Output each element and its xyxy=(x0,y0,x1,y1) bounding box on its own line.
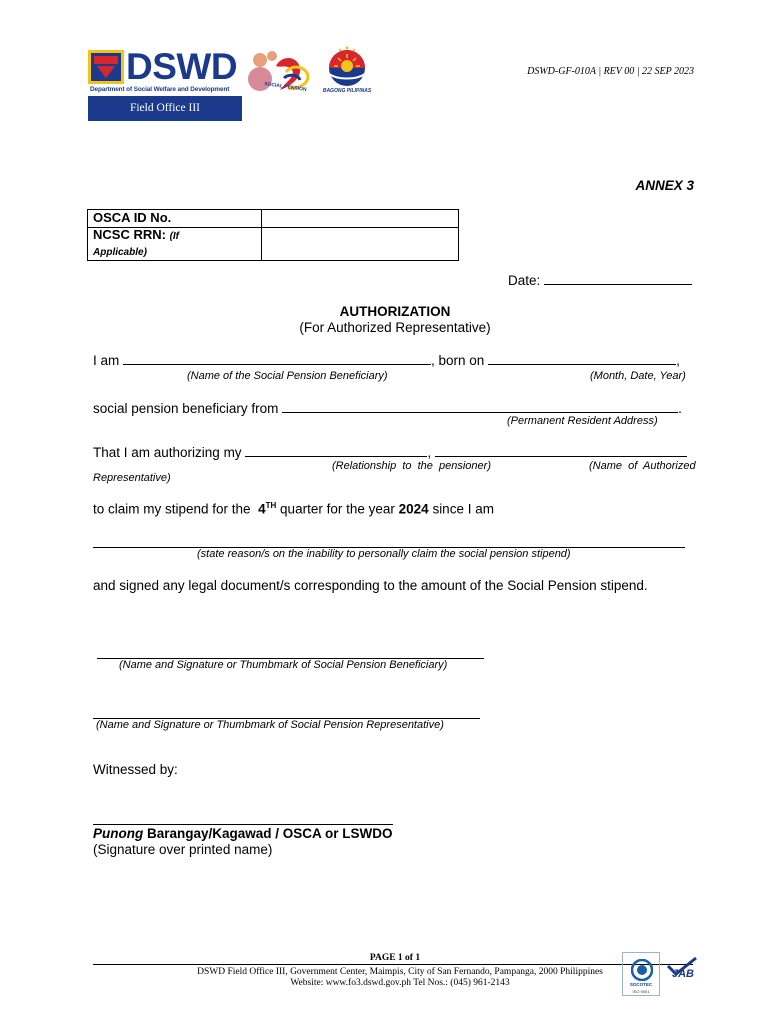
birth-date-caption: (Month, Date, Year) xyxy=(590,370,686,382)
representative-caption-cont: Representative) xyxy=(93,472,171,484)
osca-id-field[interactable] xyxy=(262,210,459,228)
document-subtitle: (For Authorized Representative) xyxy=(299,320,491,335)
comma-text-2: , xyxy=(427,445,432,460)
bagong-pilipinas-text: BAGONG PILIPINAS xyxy=(322,88,372,94)
document-title: AUTHORIZATION xyxy=(339,304,451,319)
page-number: PAGE 1 of 1 xyxy=(369,953,421,963)
footer-divider xyxy=(93,964,693,965)
beneficiary-name-caption: (Name of the Social Pension Beneficiary) xyxy=(187,370,388,382)
jab-badge xyxy=(664,956,698,996)
claim-year: 2024 xyxy=(398,501,429,517)
quarter-suffix: TH xyxy=(265,501,277,510)
quarter-number: 4 xyxy=(258,501,266,517)
bagong-pilipinas-logo xyxy=(318,44,376,98)
jab-text: JAB xyxy=(672,968,695,980)
socotec-badge xyxy=(622,952,660,996)
socotec-icon xyxy=(631,959,653,981)
beneficiary-from-text: social pension beneficiary from xyxy=(93,401,279,416)
date-label: Date: xyxy=(508,273,541,288)
ncsc-row xyxy=(88,228,459,261)
iso-text: ISO 9001 xyxy=(632,989,650,994)
ncsc-rrn-label xyxy=(88,228,262,261)
witness-rest: Barangay/Kagawad / OSCA or LSWDO xyxy=(143,826,393,841)
ncsc-rrn-label-text: NCSC RRN: xyxy=(93,227,166,242)
osca-row xyxy=(88,210,459,228)
witness-punong: Punong xyxy=(93,826,144,841)
born-on-text: , born on xyxy=(431,353,485,368)
footer-address: DSWD Field Office III, Government Center, Maimpis, City of San Fernando, Pampanga, 2000 Philippines xyxy=(197,967,603,977)
representative-caption: (Name of Authorized xyxy=(589,460,696,472)
osca-id-label: OSCA ID No. xyxy=(88,210,262,228)
address-line xyxy=(93,400,682,416)
witness-subtitle: (Signature over printed name) xyxy=(93,842,273,857)
bagong-pilipinas-icon xyxy=(318,44,376,88)
comma-text: , xyxy=(676,353,680,368)
ncsc-note-cont: Applicable) xyxy=(93,247,147,258)
witness-signature-line[interactable] xyxy=(93,824,393,825)
witness-title xyxy=(93,826,393,841)
ncsc-note: (If xyxy=(169,231,180,242)
reason-caption: (state reason/s on the inability to personally claim the social pension stipend) xyxy=(197,548,571,560)
beneficiary-name-field[interactable] xyxy=(123,352,431,365)
id-table xyxy=(87,209,459,261)
witnessed-by-label: Witnessed by: xyxy=(93,762,178,777)
beneficiary-signature-caption: (Name and Signature or Thumbmark of Social Pension Beneficiary) xyxy=(119,659,448,671)
claim-line xyxy=(93,501,494,517)
footer-address-block xyxy=(120,967,680,989)
authorizing-line xyxy=(93,444,687,460)
i-am-text: I am xyxy=(93,353,120,368)
dswd-logo xyxy=(88,48,246,98)
footer-website: Website: www.fo3.dswd.gov.ph Tel Nos.: (045) 961-2143 xyxy=(290,978,510,988)
claim-text-3: since I am xyxy=(432,501,494,517)
ncsc-rrn-field[interactable] xyxy=(262,228,459,261)
claim-text-2: quarter for the year xyxy=(280,501,395,517)
birth-date-field[interactable] xyxy=(488,352,676,365)
address-caption: (Permanent Resident Address) xyxy=(507,415,658,427)
annex-label: ANNEX 3 xyxy=(635,178,694,193)
dswd-logo-text: DSWD xyxy=(126,46,238,87)
beneficiary-line xyxy=(93,352,680,368)
authorizing-text: That I am authorizing my xyxy=(93,445,242,460)
legal-document-text: and signed any legal document/s corresponding to the amount of the Social Pension stipend. xyxy=(93,578,648,593)
address-field[interactable] xyxy=(282,400,678,413)
representative-signature-caption: (Name and Signature or Thumbmark of Social Pension Representative) xyxy=(96,719,444,731)
form-code: DSWD-GF-010A | REV 00 | 22 SEP 2023 xyxy=(527,66,694,77)
socotec-text: SOCOTEC xyxy=(629,982,653,987)
field-office-label: Field Office III xyxy=(88,96,242,121)
representative-name-field[interactable] xyxy=(435,444,687,457)
dswd-emblem-icon xyxy=(88,50,124,84)
date-row xyxy=(508,272,692,288)
period-text: . xyxy=(678,401,682,416)
relationship-caption: (Relationship to the pensioner) xyxy=(332,460,491,472)
relationship-field[interactable] xyxy=(245,444,427,457)
claim-text-1: to claim my stipend for the xyxy=(93,501,251,517)
date-field[interactable] xyxy=(544,272,692,285)
department-name: Department of Social Welfare and Development xyxy=(90,86,230,93)
social-pension-logo xyxy=(246,46,316,98)
social-pension-text: SOCIAL PENSION xyxy=(263,81,307,93)
